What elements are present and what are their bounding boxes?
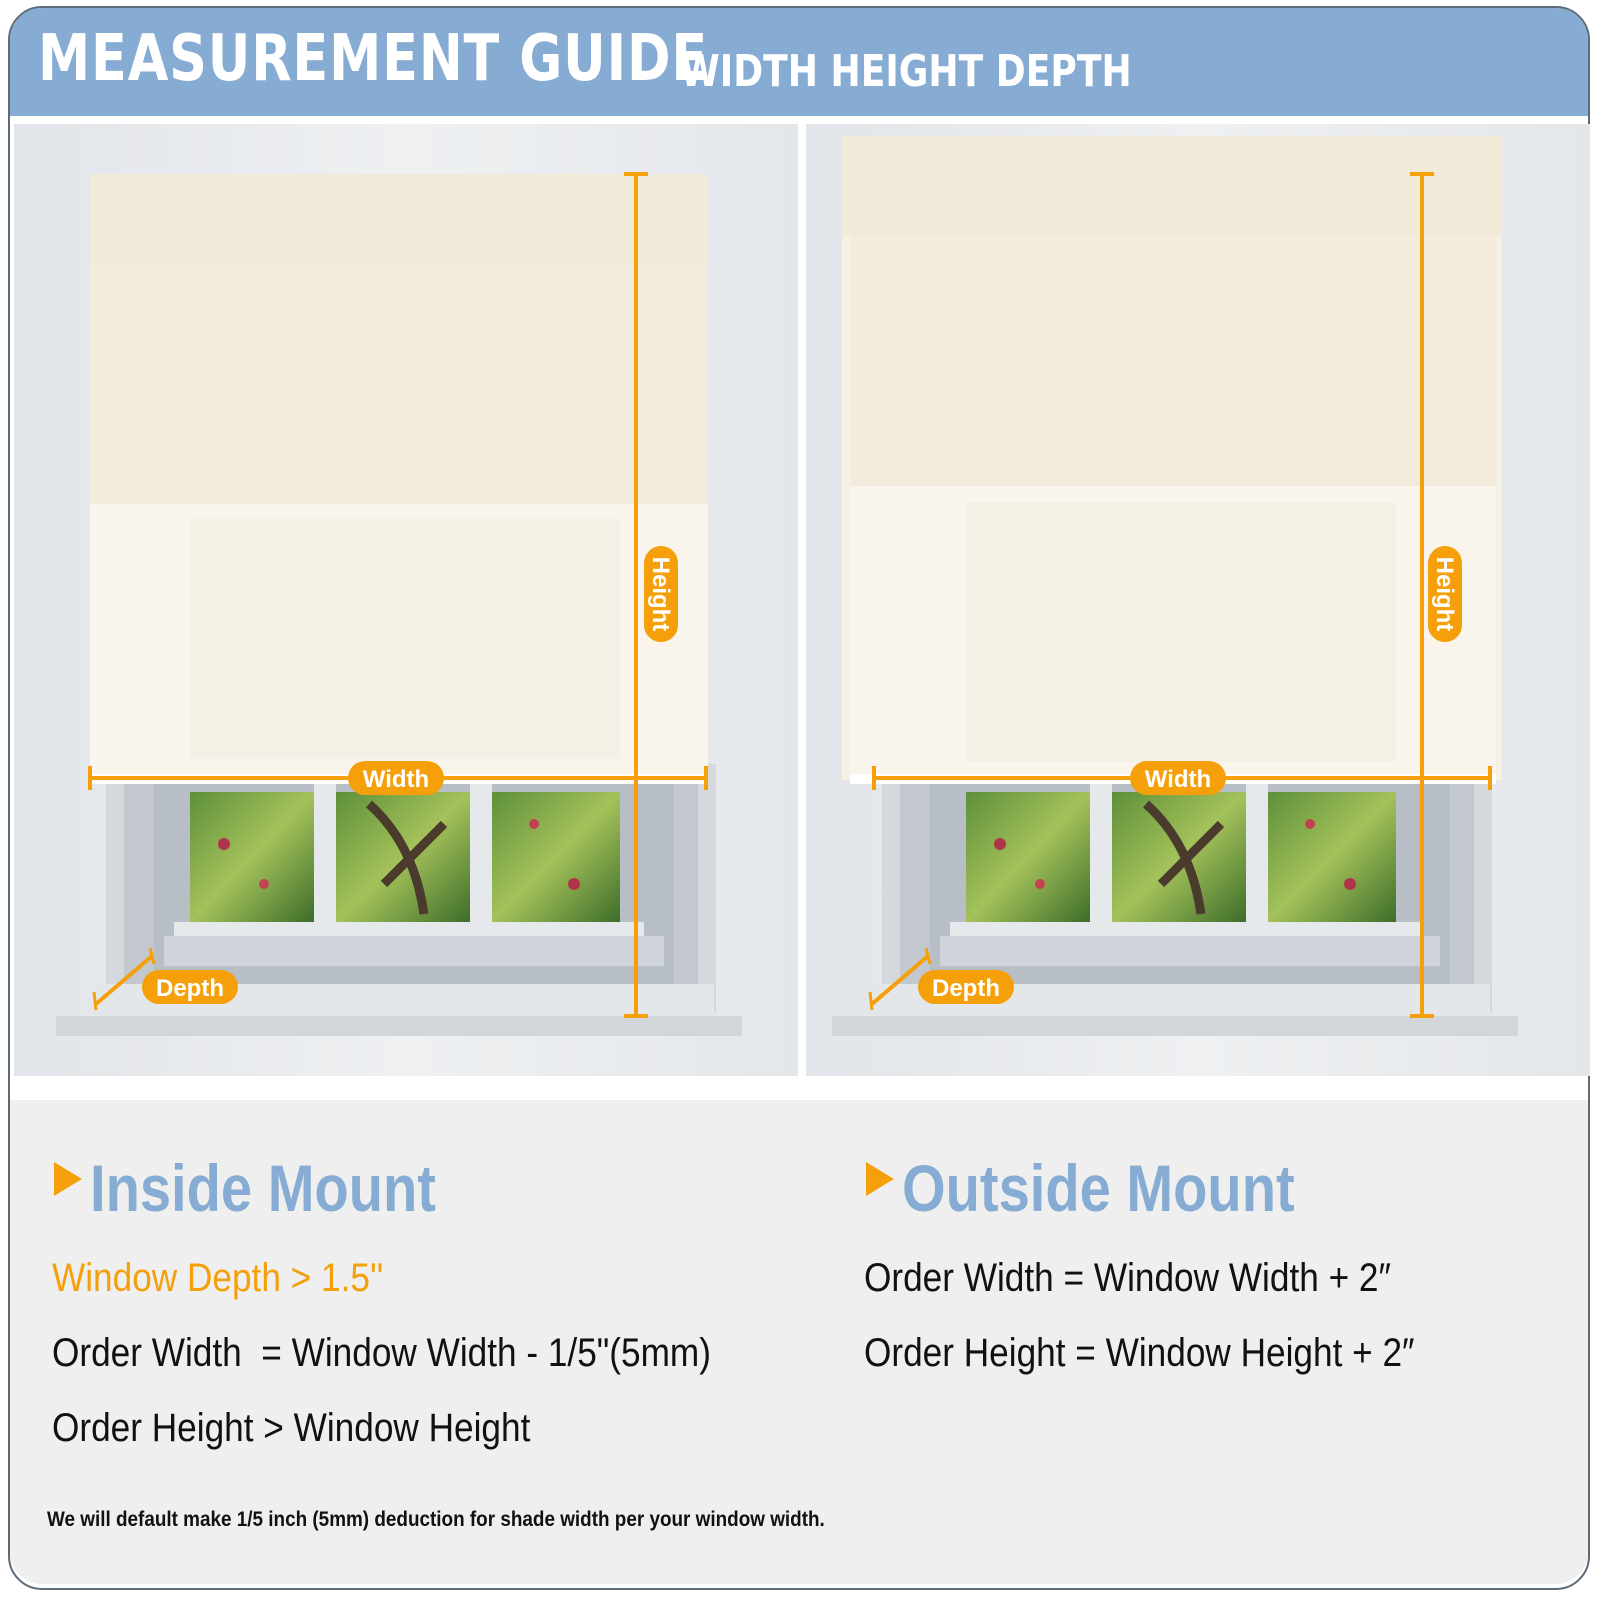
page-title: MEASUREMENT GUIDE bbox=[38, 22, 708, 96]
outside-mount-illustration bbox=[806, 124, 1590, 1076]
window-pane bbox=[1268, 792, 1396, 922]
inside-mount-svg bbox=[14, 124, 798, 1076]
window-sill bbox=[832, 1016, 1518, 1036]
inside-mount-arrow-icon bbox=[54, 1162, 82, 1196]
page-subtitle: WIDTH HEIGHT DEPTH bbox=[680, 46, 1132, 97]
window-pane bbox=[190, 792, 314, 922]
outside-mount-title: Outside Mount bbox=[902, 1151, 1295, 1225]
depth-label: Depth bbox=[156, 975, 224, 1002]
window-pane bbox=[492, 792, 620, 922]
outside-mount-svg bbox=[806, 124, 1590, 1076]
inside-width-rule: Order Width = Window Width - 1/5"(5mm) bbox=[52, 1331, 711, 1375]
outside-height-rule: Order Height = Window Height + 2″ bbox=[864, 1331, 1415, 1375]
window-pane bbox=[1112, 792, 1246, 922]
width-label: Width bbox=[1144, 766, 1212, 793]
window-sill bbox=[56, 1016, 742, 1036]
inside-height-rule: Order Height > Window Height bbox=[52, 1406, 531, 1450]
deduction-note: We will default make 1/5 inch (5mm) deduction for shade width per your window width. bbox=[47, 1508, 825, 1531]
height-label: Height bbox=[1431, 556, 1458, 632]
outside-width-rule: Order Width = Window Width + 2″ bbox=[864, 1256, 1391, 1300]
header-bar bbox=[10, 8, 1588, 116]
window-pane bbox=[966, 792, 1090, 922]
outside-mount-arrow-icon bbox=[866, 1162, 894, 1196]
width-label: Width bbox=[362, 766, 430, 793]
inside-mount-illustration bbox=[14, 124, 798, 1076]
inside-mount-title: Inside Mount bbox=[90, 1151, 436, 1225]
depth-label: Depth bbox=[932, 975, 1000, 1002]
height-label: Height bbox=[647, 556, 674, 632]
inside-depth-rule: Window Depth > 1.5'' bbox=[52, 1256, 384, 1300]
